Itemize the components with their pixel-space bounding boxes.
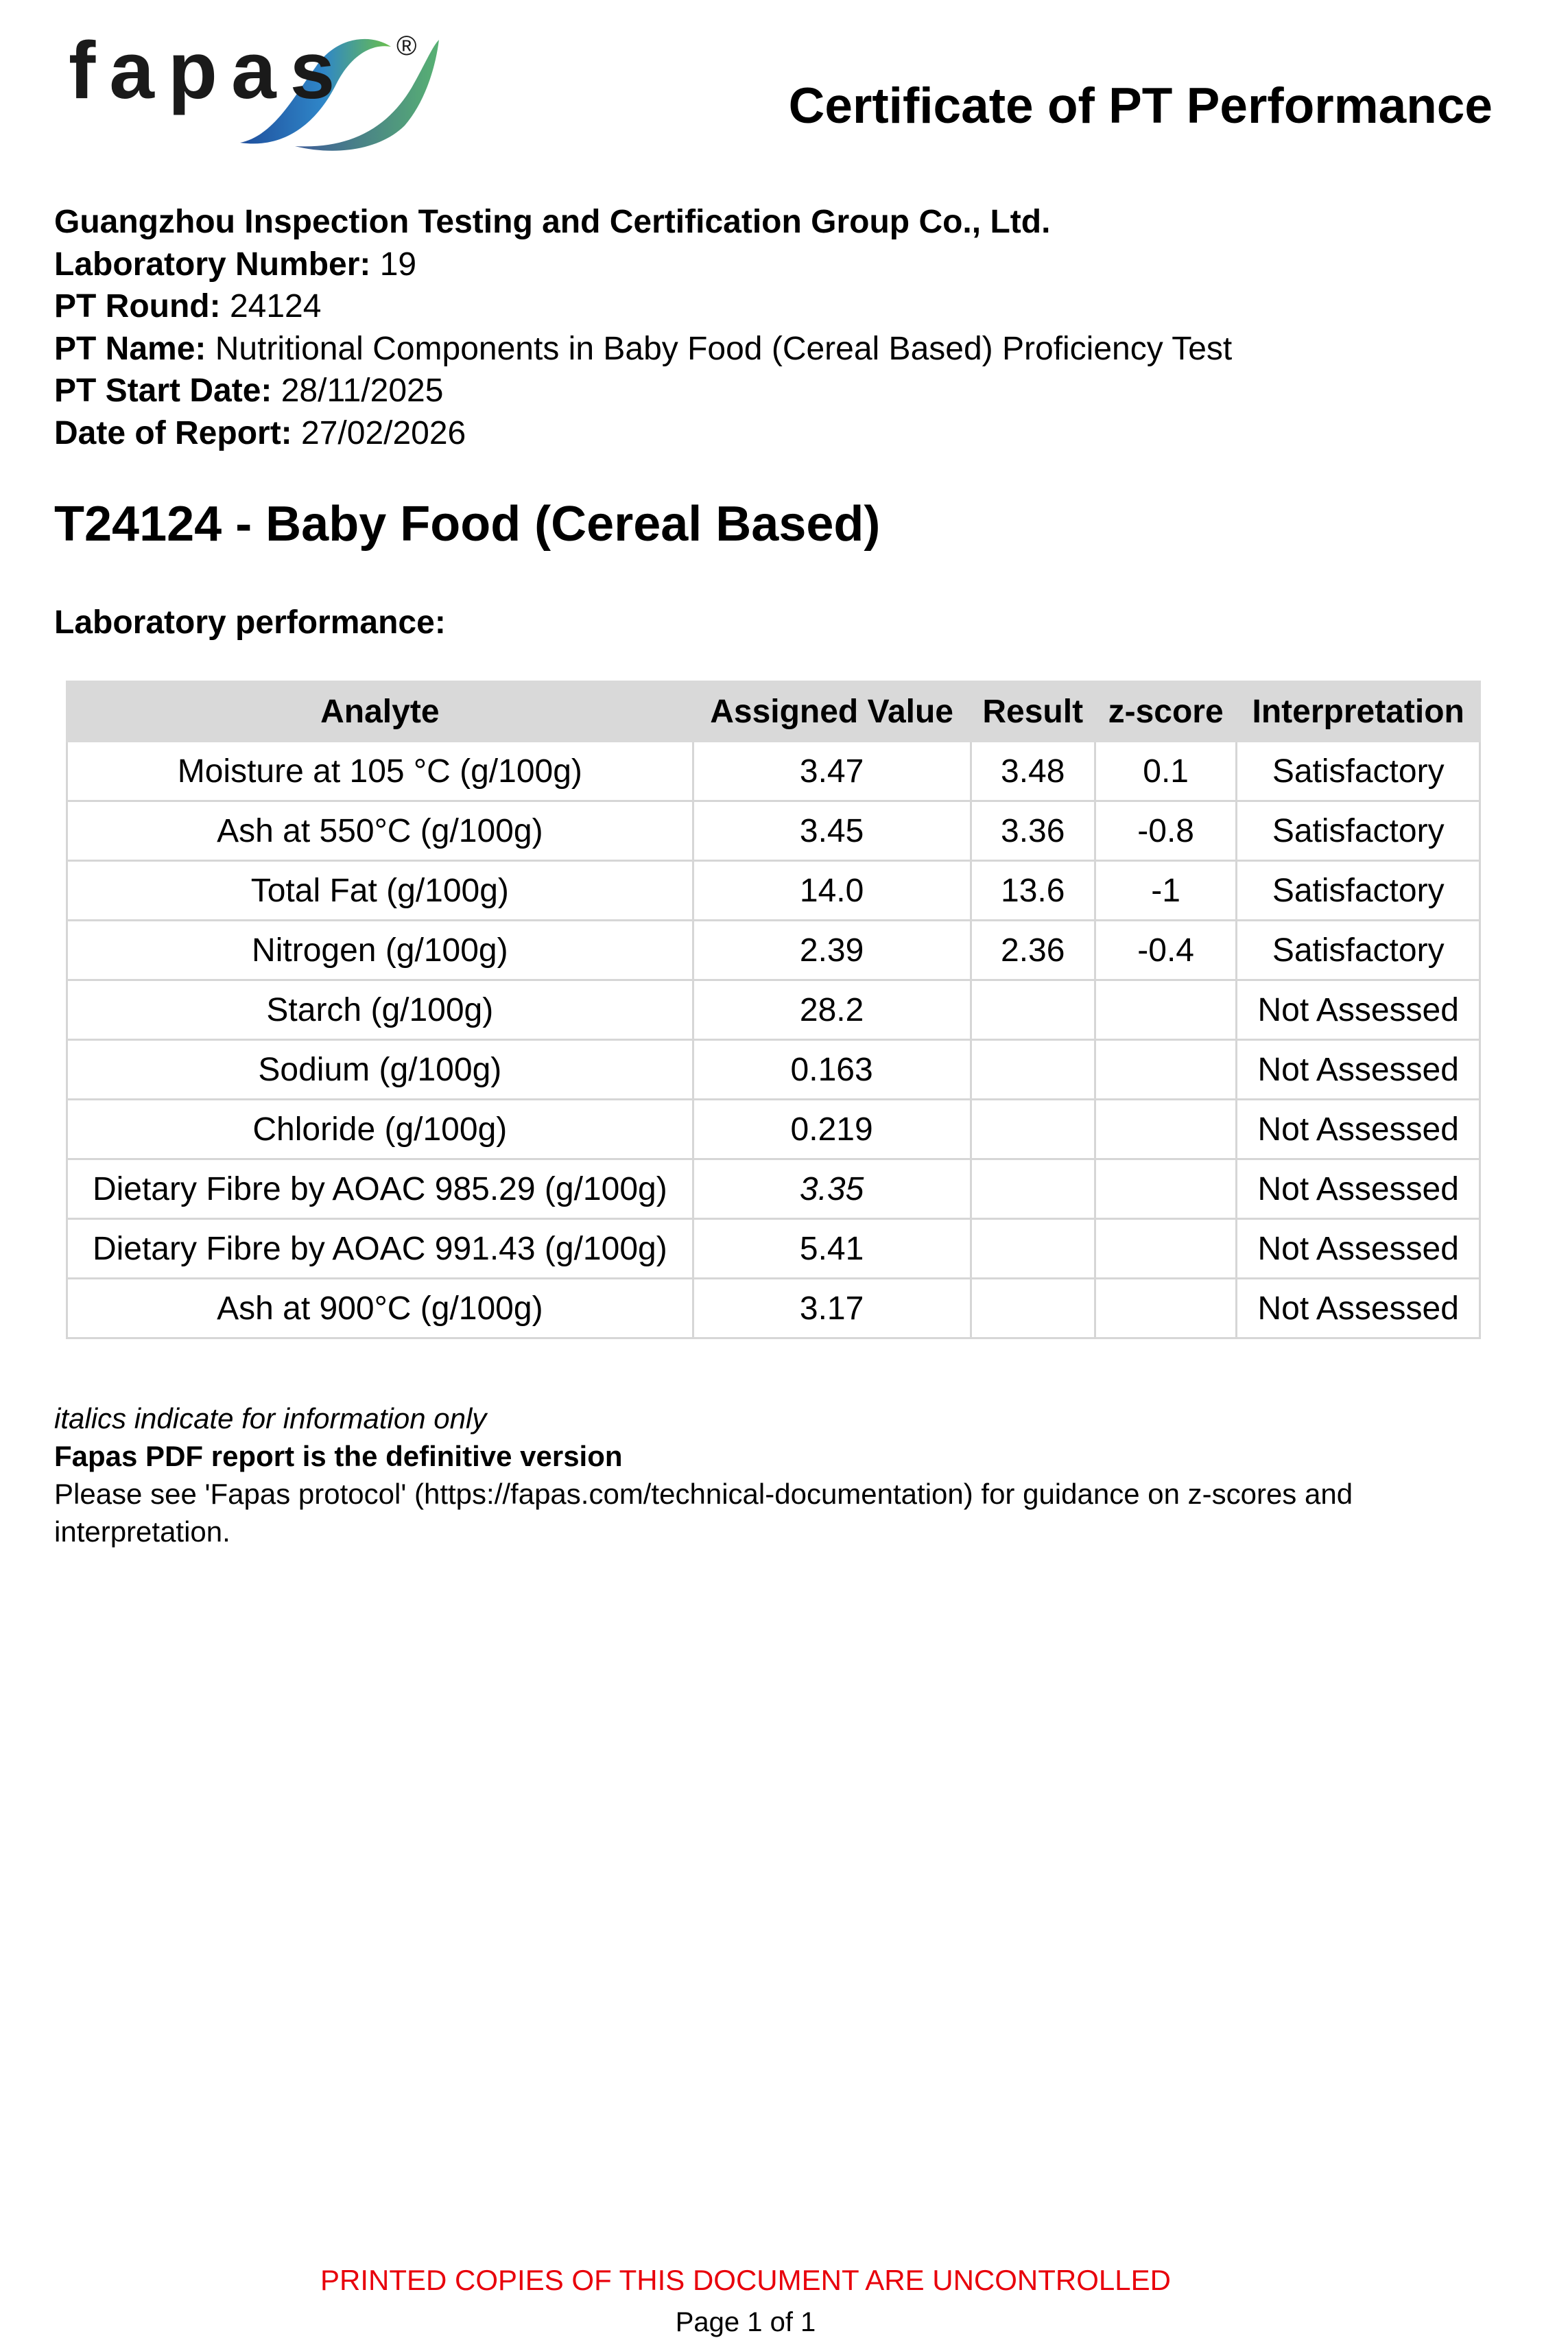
cell-result: 3.48	[971, 742, 1095, 801]
cell-z-score	[1095, 980, 1237, 1040]
cell-z-score	[1095, 1279, 1237, 1338]
header-z-score: z-score	[1095, 682, 1237, 742]
table-row	[67, 921, 1480, 980]
cell-z-score	[1095, 1159, 1237, 1219]
table-row	[67, 1159, 1480, 1219]
fapas-logo	[69, 19, 453, 156]
cell-z-score: 0.1	[1095, 742, 1237, 801]
cell-analyte: Dietary Fibre by AOAC 991.43 (g/100g)	[67, 1219, 693, 1279]
report-date-row	[54, 412, 1232, 455]
lab-number-value: 19	[379, 246, 417, 283]
cell-interpretation: Not Assessed	[1237, 1040, 1480, 1100]
cell-interpretation: Satisfactory	[1237, 921, 1480, 980]
table-row	[67, 980, 1480, 1040]
section-title: T24124 - Baby Food (Cereal Based)	[54, 497, 881, 552]
table-header-row	[67, 682, 1480, 742]
cell-result	[971, 1100, 1095, 1159]
cell-assigned: 2.39	[693, 921, 971, 980]
cell-interpretation: Satisfactory	[1237, 861, 1480, 921]
table-row	[67, 1219, 1480, 1279]
header-result: Result	[971, 682, 1095, 742]
cell-z-score	[1095, 1219, 1237, 1279]
cell-result	[971, 980, 1095, 1040]
notes-block	[54, 1400, 1508, 1550]
cell-z-score: -1	[1095, 861, 1237, 921]
cell-analyte: Ash at 550°C (g/100g)	[67, 801, 693, 861]
cell-result	[971, 1219, 1095, 1279]
cell-assigned: 0.163	[693, 1040, 971, 1100]
cell-assigned: 5.41	[693, 1219, 971, 1279]
cell-assigned: 3.47	[693, 742, 971, 801]
pt-round-value: 24124	[229, 288, 322, 324]
page-number: Page 1 of 1	[675, 2307, 816, 2337]
organisation-name: Guangzhou Inspection Testing and Certification Group Co., Ltd.	[54, 204, 1051, 240]
protocol-note: Please see 'Fapas protocol' (https://fapas.com/technical-documentation) for guidance on z-scores and interpretation.	[54, 1478, 1353, 1548]
report-date-value: 27/02/2026	[301, 414, 466, 451]
pt-round-label: PT Round:	[54, 288, 221, 324]
cell-z-score	[1095, 1100, 1237, 1159]
results-table	[66, 681, 1481, 1339]
cell-result	[971, 1159, 1095, 1219]
cell-analyte: Dietary Fibre by AOAC 985.29 (g/100g)	[67, 1159, 693, 1219]
cell-interpretation: Not Assessed	[1237, 1279, 1480, 1338]
table-row	[67, 1040, 1480, 1100]
cell-result: 2.36	[971, 921, 1095, 980]
cell-z-score: -0.4	[1095, 921, 1237, 980]
cell-assigned-info-only: 3.35	[693, 1159, 971, 1219]
registered-mark: ®	[396, 31, 417, 61]
cell-interpretation: Satisfactory	[1237, 742, 1480, 801]
cell-analyte: Moisture at 105 °C (g/100g)	[67, 742, 693, 801]
cell-assigned: 28.2	[693, 980, 971, 1040]
cell-interpretation: Satisfactory	[1237, 801, 1480, 861]
cell-analyte: Chloride (g/100g)	[67, 1100, 693, 1159]
header-analyte: Analyte	[67, 682, 693, 742]
cell-assigned: 14.0	[693, 861, 971, 921]
cell-result: 13.6	[971, 861, 1095, 921]
definitive-version-note: Fapas PDF report is the definitive version	[54, 1440, 623, 1472]
pt-round-row	[54, 285, 1232, 328]
uncontrolled-copies-warning: PRINTED COPIES OF THIS DOCUMENT ARE UNCONTROLLED	[320, 2264, 1171, 2296]
lab-info-block	[54, 201, 1232, 454]
cell-assigned: 3.45	[693, 801, 971, 861]
pt-start-date-value: 28/11/2025	[281, 373, 444, 409]
cell-interpretation: Not Assessed	[1237, 1100, 1480, 1159]
fapas-logo-graphic	[69, 19, 453, 156]
certificate-title: Certificate of PT Performance	[788, 78, 1493, 134]
cell-interpretation: Not Assessed	[1237, 1159, 1480, 1219]
pt-start-date-row	[54, 370, 1232, 412]
cell-assigned: 3.17	[693, 1279, 971, 1338]
cell-analyte: Sodium (g/100g)	[67, 1040, 693, 1100]
cell-analyte: Nitrogen (g/100g)	[67, 921, 693, 980]
table-row	[67, 801, 1480, 861]
header-assigned-value: Assigned Value	[693, 682, 971, 742]
pt-name-label: PT Name:	[54, 330, 206, 367]
cell-analyte: Starch (g/100g)	[67, 980, 693, 1040]
report-date-label: Date of Report:	[54, 414, 292, 451]
cell-analyte: Total Fat (g/100g)	[67, 861, 693, 921]
table-row	[67, 742, 1480, 801]
cell-z-score	[1095, 1040, 1237, 1100]
cell-result	[971, 1279, 1095, 1338]
performance-label: Laboratory performance:	[54, 604, 446, 641]
cell-analyte: Ash at 900°C (g/100g)	[67, 1279, 693, 1338]
italic-note: italics indicate for information only	[54, 1402, 487, 1434]
pt-start-date-label: PT Start Date:	[54, 373, 272, 409]
cell-interpretation: Not Assessed	[1237, 980, 1480, 1040]
lab-number-label: Laboratory Number:	[54, 246, 371, 283]
pt-name-row	[54, 328, 1232, 370]
table-row	[67, 861, 1480, 921]
cell-interpretation: Not Assessed	[1237, 1219, 1480, 1279]
cell-z-score: -0.8	[1095, 801, 1237, 861]
cell-assigned: 0.219	[693, 1100, 971, 1159]
pt-name-value: Nutritional Components in Baby Food (Cereal Based) Proficiency Test	[215, 330, 1233, 367]
table-row	[67, 1100, 1480, 1159]
cell-result: 3.36	[971, 801, 1095, 861]
header-interpretation: Interpretation	[1237, 682, 1480, 742]
table-row	[67, 1279, 1480, 1338]
cell-result	[971, 1040, 1095, 1100]
lab-number-row	[54, 244, 1232, 286]
logo-wordmark: fapas	[69, 25, 349, 116]
